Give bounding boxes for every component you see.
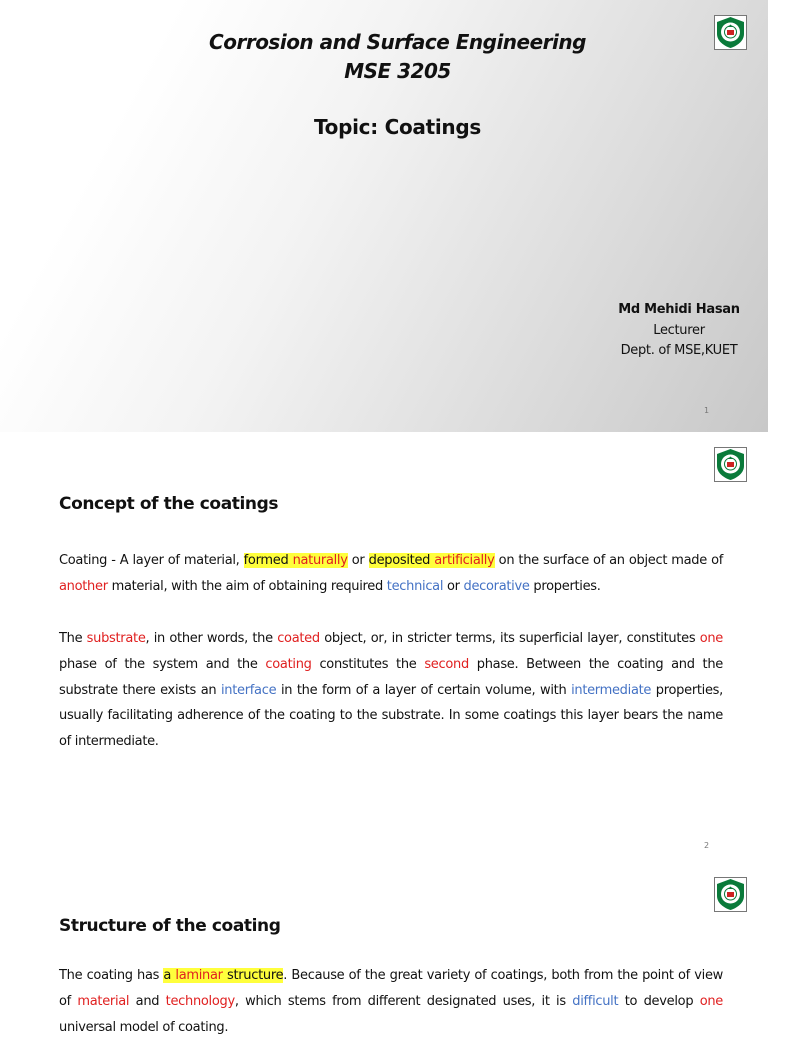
text-run: to develop	[618, 993, 700, 1009]
author-name: Md Mehidi Hasan	[618, 302, 740, 317]
kuet-logo	[714, 447, 747, 482]
text-run: object, or, in stricter terms, its superficial layer, constitutes	[319, 631, 700, 646]
text-run: The	[59, 631, 87, 646]
text-run: The coating has	[59, 968, 164, 983]
text-run: properties, usually facilitating adherence of the coating to the substrate. In some coatings this layer bears the name of intermediate.	[59, 682, 723, 750]
text-run: Coating - A layer of material,	[59, 553, 244, 568]
page-number: 1	[704, 406, 710, 415]
emphasized-text: material	[77, 993, 130, 1009]
emphasized-text: one	[699, 631, 723, 646]
structure-slide	[0, 864, 768, 1035]
emphasized-text: second	[424, 656, 469, 672]
kuet-logo	[714, 877, 747, 912]
emphasized-text: technology	[165, 993, 235, 1009]
text-run: phase. Between the coating and the substrate there exists an	[59, 656, 723, 698]
highlighted-text: deposited	[368, 553, 435, 568]
emphasized-text: coating	[265, 656, 312, 672]
highlighted-text: formed	[243, 553, 293, 568]
emphasized-text: substrate	[86, 631, 146, 646]
course-title-block	[0, 28, 795, 86]
course-code: MSE 3205	[344, 59, 451, 83]
highlighted-text: naturally	[292, 553, 348, 568]
highlighted-text: structure	[222, 968, 284, 983]
author-block	[560, 300, 798, 362]
text-run: , which stems from different designated uses, it is	[234, 993, 573, 1009]
author-role: Lecturer	[653, 322, 705, 338]
text-run: . Because of the great variety of coatings, both from the point of view of	[59, 968, 723, 1009]
text-run: constitutes the	[311, 656, 425, 672]
highlighted-text: a	[163, 968, 176, 983]
topic-title: Topic: Coatings	[313, 115, 481, 139]
highlighted-text: laminar	[175, 968, 223, 983]
paragraph	[59, 626, 723, 755]
emphasized-text: one	[699, 993, 723, 1009]
slide-heading: Concept of the coatings	[59, 494, 279, 514]
page-number: 2	[704, 841, 710, 850]
text-run: properties.	[529, 578, 601, 594]
highlighted-text: artificially	[434, 553, 495, 568]
title-slide	[0, 0, 768, 432]
text-run: or	[443, 578, 464, 594]
emphasized-text: intermediate	[571, 682, 652, 698]
emphasized-text: interface	[220, 682, 277, 698]
emphasized-text: decorative	[463, 578, 530, 594]
kuet-crest-logo	[715, 878, 746, 911]
text-run: material, with the aim of obtaining required	[107, 578, 387, 594]
paragraph	[59, 963, 723, 1040]
text-run: universal model of coating.	[59, 1019, 229, 1035]
emphasized-text: difficult	[572, 993, 619, 1009]
text-run: phase of the system and the	[59, 656, 266, 672]
emphasized-text: another	[59, 578, 108, 594]
concept-slide	[0, 432, 768, 864]
emphasized-text: technical	[386, 578, 444, 594]
slide-heading: Structure of the coating	[59, 916, 281, 936]
author-dept: Dept. of MSE,KUET	[620, 343, 738, 358]
text-run: in the form of a layer of certain volume, with	[276, 682, 572, 698]
emphasized-text: coated	[277, 631, 320, 646]
text-run: , in other words, the	[145, 631, 278, 646]
text-run: and	[129, 993, 166, 1009]
course-title: Corrosion and Surface Engineering	[209, 30, 586, 54]
paragraph	[59, 548, 723, 600]
kuet-crest-logo	[715, 448, 746, 481]
text-run: or	[347, 553, 369, 568]
text-run: on the surface of an object made of	[494, 553, 724, 568]
